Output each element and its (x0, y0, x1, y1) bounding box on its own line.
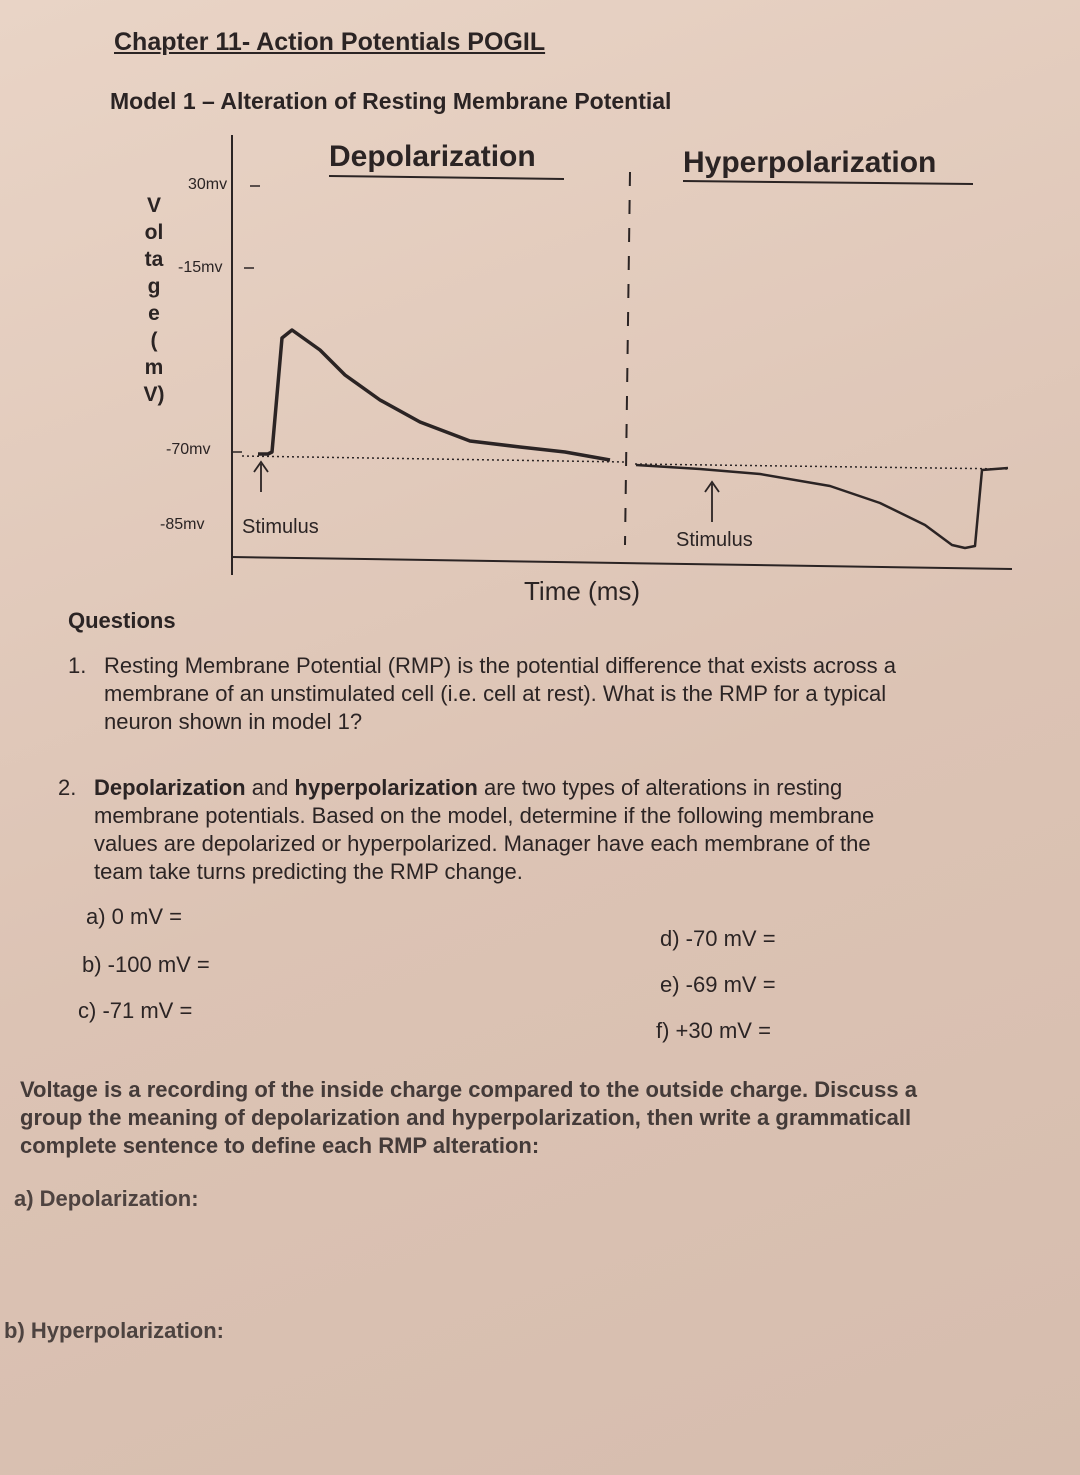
term-depolarization: Depolarization (94, 775, 246, 800)
depolarization-curve (258, 330, 610, 460)
question-line: Resting Membrane Potential (RMP) is the potential difference that exists across a (104, 653, 896, 678)
term-hyperpolarization: hyperpolarization (294, 775, 478, 800)
question-1 (68, 652, 1080, 736)
question-line: complete sentence to define each RMP alteration: (20, 1133, 540, 1158)
question-line: team take turns predicting the RMP change. (94, 859, 523, 884)
y-axis-letter: ta (144, 248, 164, 271)
depolarization-underline (329, 176, 564, 179)
question-3 (20, 1076, 1080, 1160)
question-line: Voltage is a recording of the inside charge compared to the outside charge. Discuss a (20, 1077, 917, 1102)
resting-potential-dotted-line (242, 456, 625, 462)
answer-item-f: f) +30 mV = (656, 1018, 771, 1043)
answer-item-d: d) -70 mV = (660, 926, 776, 951)
question-line: membrane of an unstimulated cell (i.e. cell at rest). What is the RMP for a typical (104, 681, 887, 706)
depolarization-heading: Depolarization (329, 140, 536, 173)
x-axis-label: Time (ms) (524, 576, 641, 606)
question-number: 1. (68, 653, 87, 678)
stimulus-label-right: Stimulus (676, 529, 753, 551)
model-title: Model 1 – Alteration of Resting Membrane Potential (110, 88, 672, 114)
question-line: membrane potentials. Based on the model, determine if the following membrane (94, 803, 875, 828)
y-tick-label-neg15: -15mv (178, 259, 223, 276)
y-axis-label (134, 192, 174, 408)
question-line: group the meaning of depolarization and hyperpolarization, then write a grammaticall (20, 1105, 912, 1130)
question-number: 2. (58, 775, 77, 800)
y-axis-letter: g (147, 275, 161, 298)
question-line (94, 774, 1080, 802)
y-axis-letter: m (144, 356, 164, 379)
part-a-depolarization: a) Depolarization: (14, 1186, 199, 1211)
y-tick-label-neg70: -70mv (166, 441, 211, 458)
part-b-hyperpolarization: b) Hyperpolarization: (4, 1318, 225, 1343)
answer-item-e: e) -69 mV = (660, 972, 776, 997)
hyperpolarization-underline (683, 181, 973, 184)
y-axis-letter: e (148, 302, 160, 325)
answer-item-b: b) -100 mV = (82, 952, 210, 977)
y-axis-letter: ol (144, 221, 164, 244)
answer-item-a: a) 0 mV = (86, 904, 182, 929)
question-line: neuron shown in model 1? (104, 709, 363, 734)
y-axis-letter: V) (143, 383, 165, 406)
stimulus-label-left: Stimulus (242, 516, 319, 538)
answer-item-c: c) -71 mV = (78, 998, 193, 1023)
y-tick-label-30: 30mv (188, 176, 228, 193)
section-divider (625, 172, 630, 545)
y-tick-label-neg85: -85mv (160, 516, 205, 533)
questions-heading: Questions (68, 608, 176, 633)
question-line: values are depolarized or hyperpolarized. Manager have each membrane of the (94, 831, 871, 856)
hyperpolarization-heading: Hyperpolarization (683, 146, 937, 179)
text-fragment: and (245, 775, 295, 800)
x-axis-line (232, 557, 1012, 569)
y-axis-letter: ( (150, 329, 158, 352)
page-title: Chapter 11- Action Potentials POGIL (114, 28, 546, 56)
y-axis-letter: V (146, 194, 161, 217)
question-2 (58, 774, 1080, 886)
text-fragment: are two types of alterations in resting (477, 775, 843, 800)
